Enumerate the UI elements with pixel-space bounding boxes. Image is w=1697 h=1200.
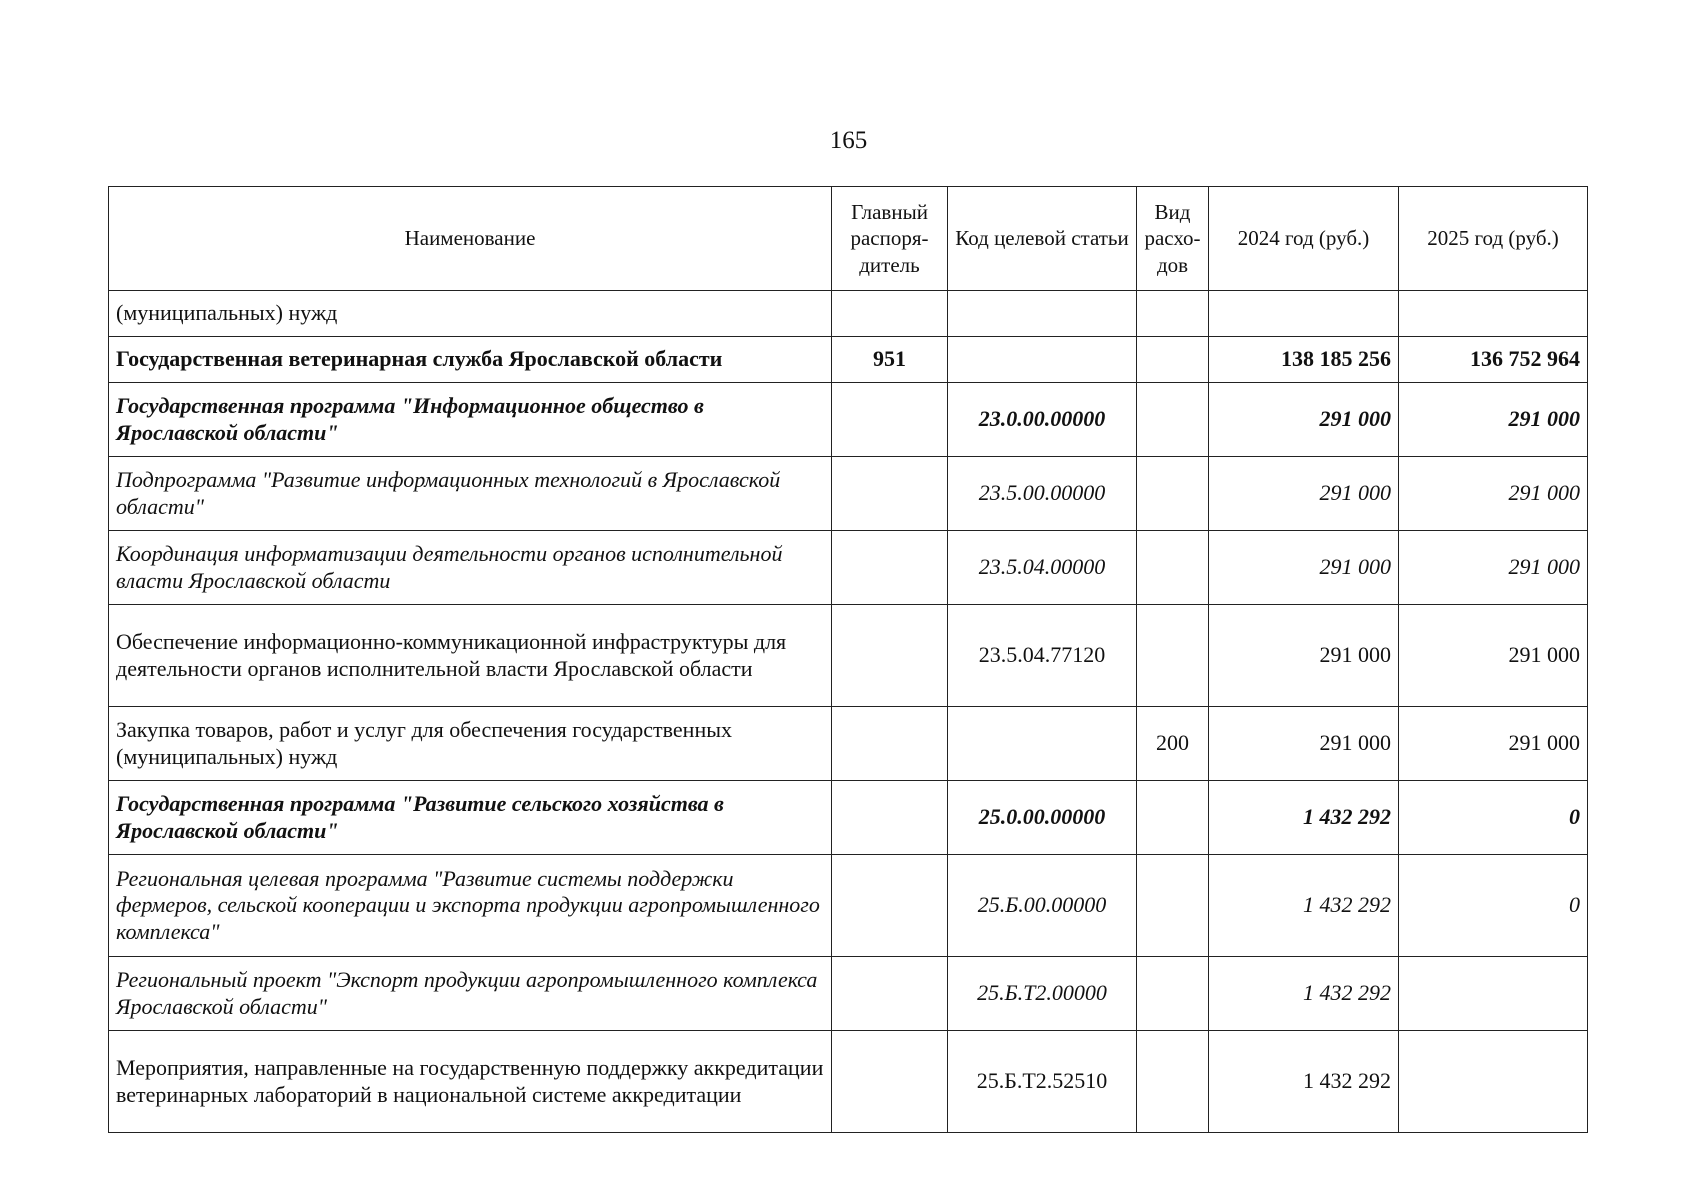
cell-name: Координация информатизации деятельности органов исполнительной власти Ярославской области	[109, 531, 832, 605]
table-row	[109, 531, 1588, 605]
cell-2024: 291 000	[1209, 383, 1399, 457]
table-row	[109, 957, 1588, 1031]
budget-table	[108, 186, 1588, 1133]
cell-2025: 291 000	[1399, 531, 1588, 605]
cell-2025: 291 000	[1399, 605, 1588, 707]
cell-vr	[1137, 457, 1209, 531]
cell-2025	[1399, 291, 1588, 337]
cell-vr	[1137, 291, 1209, 337]
table-row	[109, 383, 1588, 457]
cell-code: 23.5.04.77120	[948, 605, 1137, 707]
cell-2024: 291 000	[1209, 531, 1399, 605]
cell-vr	[1137, 383, 1209, 457]
cell-gr	[832, 707, 948, 781]
cell-2025	[1399, 1031, 1588, 1133]
header-vr: Вид расхо-дов	[1137, 187, 1209, 291]
cell-vr	[1137, 605, 1209, 707]
cell-2024: 291 000	[1209, 707, 1399, 781]
cell-gr	[832, 605, 948, 707]
cell-gr	[832, 1031, 948, 1133]
cell-name: Государственная ветеринарная служба Ярославской области	[109, 337, 832, 383]
cell-name: Мероприятия, направленные на государственную поддержку аккредитации ветеринарных лабораторий в национальной системе аккредитации	[109, 1031, 832, 1133]
cell-code: 25.Б.Т2.00000	[948, 957, 1137, 1031]
cell-vr	[1137, 855, 1209, 957]
cell-code: 25.0.00.00000	[948, 781, 1137, 855]
cell-vr	[1137, 337, 1209, 383]
header-code: Код целевой статьи	[948, 187, 1137, 291]
cell-vr	[1137, 531, 1209, 605]
cell-code: 25.Б.00.00000	[948, 855, 1137, 957]
cell-gr	[832, 383, 948, 457]
cell-vr	[1137, 957, 1209, 1031]
cell-2024: 1 432 292	[1209, 1031, 1399, 1133]
cell-gr	[832, 855, 948, 957]
table-row	[109, 855, 1588, 957]
table-row	[109, 291, 1588, 337]
cell-code: 23.0.00.00000	[948, 383, 1137, 457]
header-name: Наименование	[109, 187, 832, 291]
header-2024: 2024 год (руб.)	[1209, 187, 1399, 291]
cell-code: 23.5.04.00000	[948, 531, 1137, 605]
cell-2025: 291 000	[1399, 383, 1588, 457]
cell-gr	[832, 457, 948, 531]
cell-name: (муниципальных) нужд	[109, 291, 832, 337]
cell-gr	[832, 781, 948, 855]
cell-2024: 1 432 292	[1209, 957, 1399, 1031]
cell-name: Государственная программа "Информационное общество в Ярославской области"	[109, 383, 832, 457]
cell-code	[948, 707, 1137, 781]
cell-2024: 1 432 292	[1209, 781, 1399, 855]
table-header-row	[109, 187, 1588, 291]
cell-vr	[1137, 781, 1209, 855]
cell-name: Подпрограмма "Развитие информационных технологий в Ярославской области"	[109, 457, 832, 531]
table-row	[109, 337, 1588, 383]
cell-code	[948, 337, 1137, 383]
table-row	[109, 457, 1588, 531]
cell-code	[948, 291, 1137, 337]
table-row	[109, 605, 1588, 707]
table-row	[109, 707, 1588, 781]
cell-2025	[1399, 957, 1588, 1031]
cell-gr	[832, 531, 948, 605]
cell-name: Региональная целевая программа "Развитие системы поддержки фермеров, сельской кооперации и экспорта продукции агропромышленного комплекса"	[109, 855, 832, 957]
cell-2025: 291 000	[1399, 457, 1588, 531]
cell-2024: 291 000	[1209, 457, 1399, 531]
table-row	[109, 781, 1588, 855]
page-number: 165	[829, 127, 868, 154]
cell-gr	[832, 291, 948, 337]
cell-2024: 291 000	[1209, 605, 1399, 707]
cell-name: Государственная программа "Развитие сельского хозяйства в Ярославской области"	[109, 781, 832, 855]
cell-2024: 138 185 256	[1209, 337, 1399, 383]
cell-2025: 291 000	[1399, 707, 1588, 781]
cell-2024	[1209, 291, 1399, 337]
cell-2024: 1 432 292	[1209, 855, 1399, 957]
cell-name: Закупка товаров, работ и услуг для обеспечения государственных (муниципальных) нужд	[109, 707, 832, 781]
cell-2025: 0	[1399, 781, 1588, 855]
cell-gr: 951	[832, 337, 948, 383]
header-gr: Главный распоря-дитель	[832, 187, 948, 291]
cell-code: 23.5.00.00000	[948, 457, 1137, 531]
cell-gr	[832, 957, 948, 1031]
cell-name: Региональный проект "Экспорт продукции агропромышленного комплекса Ярославской области"	[109, 957, 832, 1031]
cell-vr: 200	[1137, 707, 1209, 781]
cell-vr	[1137, 1031, 1209, 1133]
cell-name: Обеспечение информационно-коммуникационной инфраструктуры для деятельности органов исполнительной власти Ярославской области	[109, 605, 832, 707]
cell-code: 25.Б.Т2.52510	[948, 1031, 1137, 1133]
header-2025: 2025 год (руб.)	[1399, 187, 1588, 291]
table-row	[109, 1031, 1588, 1133]
cell-2025: 0	[1399, 855, 1588, 957]
cell-2025: 136 752 964	[1399, 337, 1588, 383]
